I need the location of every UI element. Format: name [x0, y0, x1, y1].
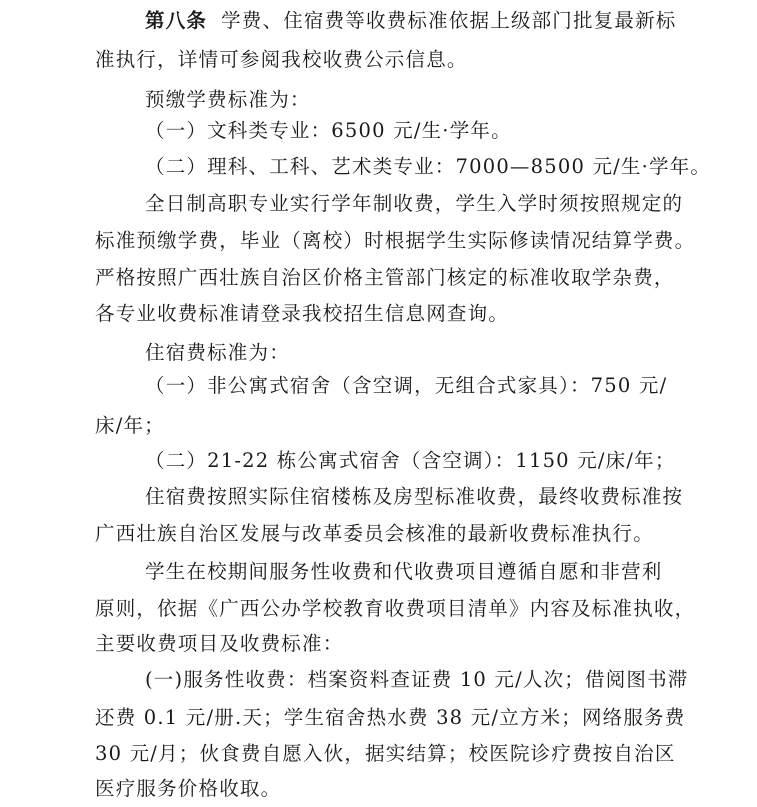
text-line-21: 30 元/月；伙食费自愿入伙，据实结算；校医院诊疗费按自治区	[95, 742, 676, 765]
text-line-18: 主要收费项目及收费标准：	[95, 632, 344, 655]
text-line-16: 学生在校期间服务性收费和代收费项目遵循自愿和非营利	[145, 560, 663, 583]
text-line-22: 医疗服务价格收取。	[95, 777, 282, 800]
text-line-11: （一）非公寓式宿舍（含空调，无组合式家具）：750 元/	[145, 374, 668, 397]
text-line-5: （二）理科、工科、艺术类专业：7000—8500 元/生·学年。	[145, 155, 712, 178]
text-line-10: 住宿费标准为：	[145, 341, 290, 364]
text-line-19: (一)服务性收费：档案资料查证费 10 元/人次；借阅图书滞	[145, 668, 689, 691]
text-line-4: （一）文科类专业：6500 元/生·学年。	[145, 119, 512, 142]
article-first-line	[145, 9, 677, 33]
article-heading: 第八条	[145, 9, 208, 32]
text-line-9: 各专业收费标准请登录我校招生信息网查询。	[95, 302, 510, 325]
text-line-6: 全日制高职专业实行学年制收费，学生入学时须按照规定的	[145, 192, 684, 215]
text-line-3: 预缴学费标准为：	[145, 88, 311, 111]
text-line-1: 学费、住宿费等收费标准依据上级部门批复最新标	[221, 9, 677, 32]
text-line-12: 床/年；	[95, 414, 165, 437]
text-line-13: （二）21-22 栋公寓式宿舍（含空调）：1150 元/床/年；	[145, 449, 676, 472]
text-line-20: 还费 0.1 元/册.天；学生宿舍热水费 38 元/立方米；网络服务费	[95, 706, 686, 729]
text-line-2: 准执行，详情可参阅我校收费公示信息。	[95, 48, 468, 71]
text-line-8: 严格按照广西壮族自治区价格主管部门核定的标准收取学杂费，	[95, 266, 675, 289]
text-line-15: 广西壮族自治区发展与改革委员会核准的最新收费标准执行。	[95, 522, 654, 545]
text-line-14: 住宿费按照实际住宿楼栋及房型标准收费，最终收费标准按	[145, 485, 684, 508]
text-line-17: 原则，依据《广西公办学校教育收费项目清单》内容及标准执收，	[95, 597, 696, 620]
text-line-7: 标准预缴学费，毕业（离校）时根据学生实际修读情况结算学费。	[95, 229, 696, 252]
